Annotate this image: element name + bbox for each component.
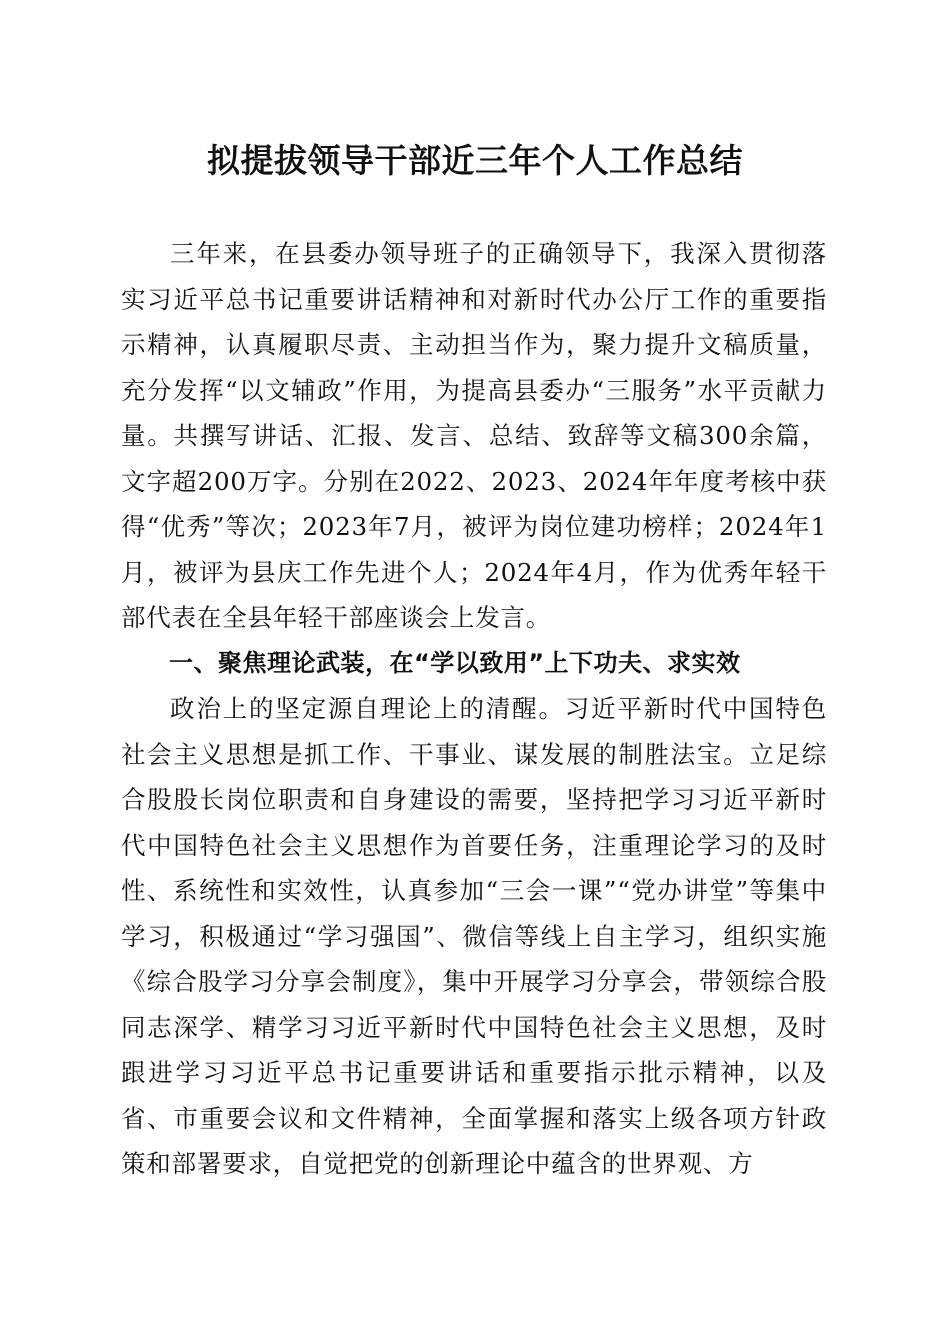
section-heading-1: 一、聚焦理论武装，在“学以致用”上下功夫、求实效	[169, 648, 741, 677]
intro-paragraph: 三年来，在县委办领导班子的正确领导下，我深入贯彻落实习近平总书记重要讲话精神和对新时代办公厅工作的重要指示精神，认真履职尽责、主动担当作为，聚力提升文稿质量，充分发挥“以文辅政”作用，为提高县委办“三服务”水平贡献力量。共撰写讲话、汇报、发言、总结、致辞等文稿300余篇，文字超200万字。分别在2022、2023、2024年年度考核中获得“优秀”等次；2023年7月，被评为岗位建功榜样；2024年1月，被评为县庆工作先进个人；2024年4月，作为优秀年轻干部代表在全县年轻干部座谈会上发言。	[121, 239, 827, 632]
section-1-paragraph: 政治上的坚定源自理论上的清醒。习近平新时代中国特色社会主义思想是抓工作、干事业、谋发展的制胜法宝。立足综合股股长岗位职责和自身建设的需要，坚持把学习习近平新时代中国特色社会主义思想作为首要任务，注重理论学习的及时性、系统性和实效性，认真参加“三会一课”“党办讲堂”等集中学习，积极通过“学习强国”、微信等线上自主学习，组织实施《综合股学习分享会制度》，集中开展学习分享会，带领综合股同志深学、精学习习近平新时代中国特色社会主义思想，及时跟进学习习近平总书记重要讲话和重要指示批示精神，以及省、市重要会议和文件精神，全面掌握和落实上级各项方针政策和部署要求，自觉把党的创新理论中蕴含的世界观、方	[121, 694, 827, 1178]
document-title: 拟提拔领导干部近三年个人工作总结	[207, 141, 743, 180]
document-body	[121, 231, 827, 1187]
